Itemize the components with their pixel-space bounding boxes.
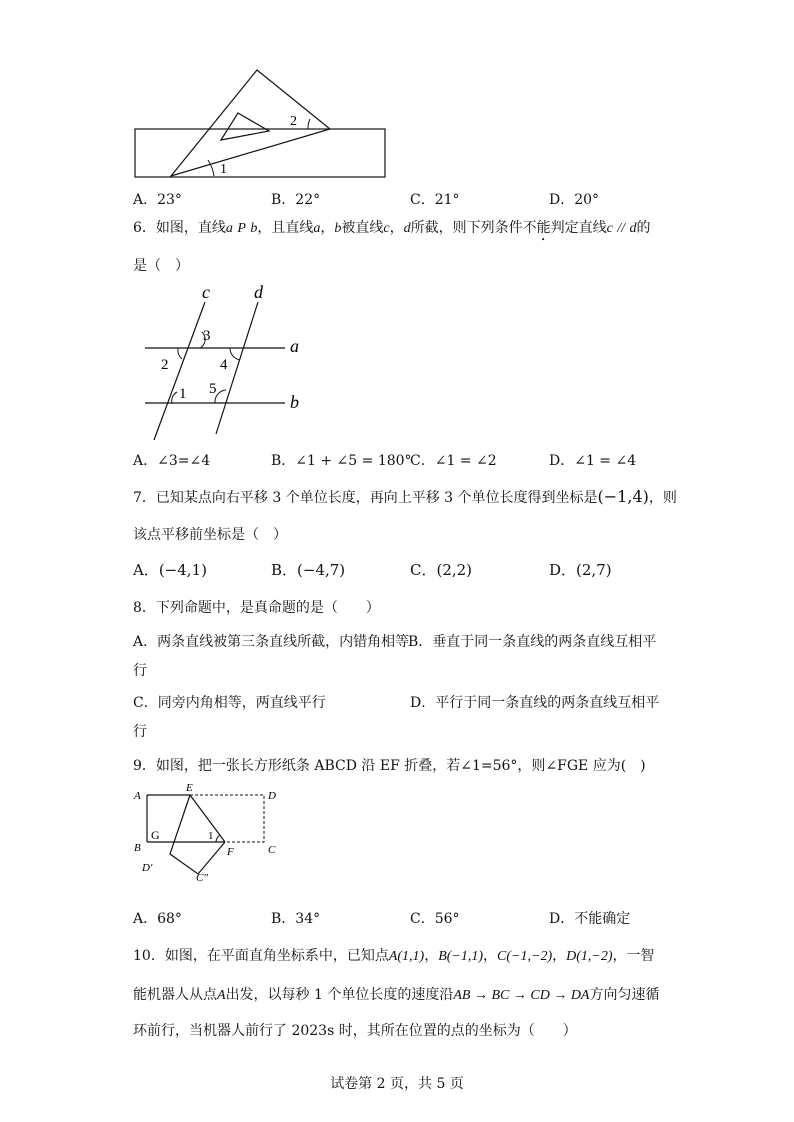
- q9-label-a: A: [134, 790, 141, 802]
- q6-angle-3: 3: [203, 328, 211, 344]
- q9-label-d-prime: D′: [142, 862, 153, 874]
- q7-option-d[interactable]: D．(2,7): [549, 561, 612, 579]
- q8-option-a[interactable]: A．两条直线被第三条直线所截，内错角相等: [133, 634, 410, 650]
- q6-label-b: b: [290, 392, 299, 412]
- q5-triangle: [171, 70, 330, 176]
- q5-arc-2: [308, 119, 310, 129]
- q9-option-d[interactable]: D．不能确定: [549, 911, 631, 927]
- q6-angle-5: 5: [209, 381, 217, 397]
- q9-label-1: 1: [208, 830, 214, 842]
- q5-angle-1: 1: [220, 162, 227, 177]
- q6-label-a: a: [290, 336, 299, 356]
- q8-option-b-wrap: 行: [133, 663, 147, 679]
- q9-option-b[interactable]: B．34°: [271, 911, 321, 927]
- q6-option-c[interactable]: C．∠1 = ∠2: [410, 453, 497, 469]
- q7-option-a[interactable]: A．(−4,1): [133, 561, 207, 579]
- q5-angle-2: 2: [290, 114, 297, 129]
- q9-label-c: C: [268, 844, 276, 856]
- q9-label-b: B: [134, 842, 141, 854]
- q10-stem-line2: 能机器人从点A出发，以每秒 1 个单位长度的速度沿AB → BC → CD → DA方向匀速循: [133, 987, 660, 1003]
- q6-angle-2: 2: [161, 357, 169, 373]
- q9-stem: 9．如图，把一张长方形纸条 ABCD 沿 EF 折叠，若∠1=56°，则∠FGE 应为( ): [133, 758, 646, 774]
- q9-option-c[interactable]: C．56°: [410, 911, 460, 927]
- q5-option-a[interactable]: A．23°: [133, 192, 182, 208]
- q9-figure: [130, 780, 280, 882]
- q5-option-b[interactable]: B．22°: [271, 192, 321, 208]
- q9-label-g: G: [151, 828, 160, 842]
- q8-option-b[interactable]: B．垂直于同一条直线的两条直线互相平: [408, 634, 657, 650]
- q7-stem: 7．已知某点向右平移 3 个单位长度，再向上平移 3 个单位长度得到坐标是(−1,4)，则: [133, 487, 677, 506]
- q6-option-d[interactable]: D．∠1 = ∠4: [549, 453, 637, 469]
- q5-inner-triangle: [221, 113, 269, 140]
- q8-option-d[interactable]: D．平行于同一条直线的两条直线互相平: [410, 695, 660, 711]
- q9-option-a[interactable]: A．68°: [133, 911, 182, 927]
- q5-strip: [135, 129, 385, 177]
- q7-option-b[interactable]: B．(−4,7): [271, 561, 346, 579]
- q5-arc-1: [208, 160, 214, 176]
- q5-figure: [130, 64, 390, 182]
- q6-angle-4: 4: [220, 357, 228, 373]
- q9-label-c-prime: C″: [196, 872, 208, 882]
- q7-stem-line2: 该点平移前坐标是（ ）: [133, 527, 287, 543]
- q5-option-c[interactable]: C．21°: [410, 192, 460, 208]
- page-footer: 试卷第 2 页，共 5 页: [330, 1076, 464, 1092]
- q8-stem: 8．下列命题中，是真命题的是（ ）: [133, 600, 380, 616]
- q6-option-a[interactable]: A．∠3=∠4: [133, 453, 211, 469]
- q7-coordinate: (−1,4): [597, 487, 649, 506]
- q5-option-d[interactable]: D．20°: [549, 192, 600, 208]
- q9-label-e: E: [186, 782, 193, 794]
- q7-option-c[interactable]: C．(2,2): [410, 561, 473, 579]
- q6-option-b[interactable]: B．∠1 + ∠5 = 180°: [271, 453, 412, 469]
- q6-figure: [140, 282, 320, 442]
- q9-label-f: F: [227, 846, 234, 858]
- q8-option-d-wrap: 行: [133, 724, 147, 740]
- q8-option-c[interactable]: C．同旁内角相等，两直线平行: [133, 695, 326, 711]
- q6-angle-1: 1: [179, 386, 187, 402]
- q6-stem-line2: 是（ ）: [133, 258, 189, 274]
- q6-label-c: c: [202, 282, 210, 302]
- q9-label-d: D: [268, 790, 276, 802]
- q10-stem-line3: 环前行，当机器人前行了 2023s 时，其所在位置的点的坐标为（ ）: [133, 1023, 577, 1039]
- q6-stem: 6．如图，直线a P b，且直线a，b被直线c，d所截，则下列条件不能判定直线c // d的: [133, 220, 651, 236]
- q10-stem: 10．如图，在平面直角坐标系中，已知点A(1,1)，B(−1,1)，C(−1,−2)，D(1,−2)，一智: [133, 948, 655, 964]
- q6-label-d: d: [254, 282, 263, 302]
